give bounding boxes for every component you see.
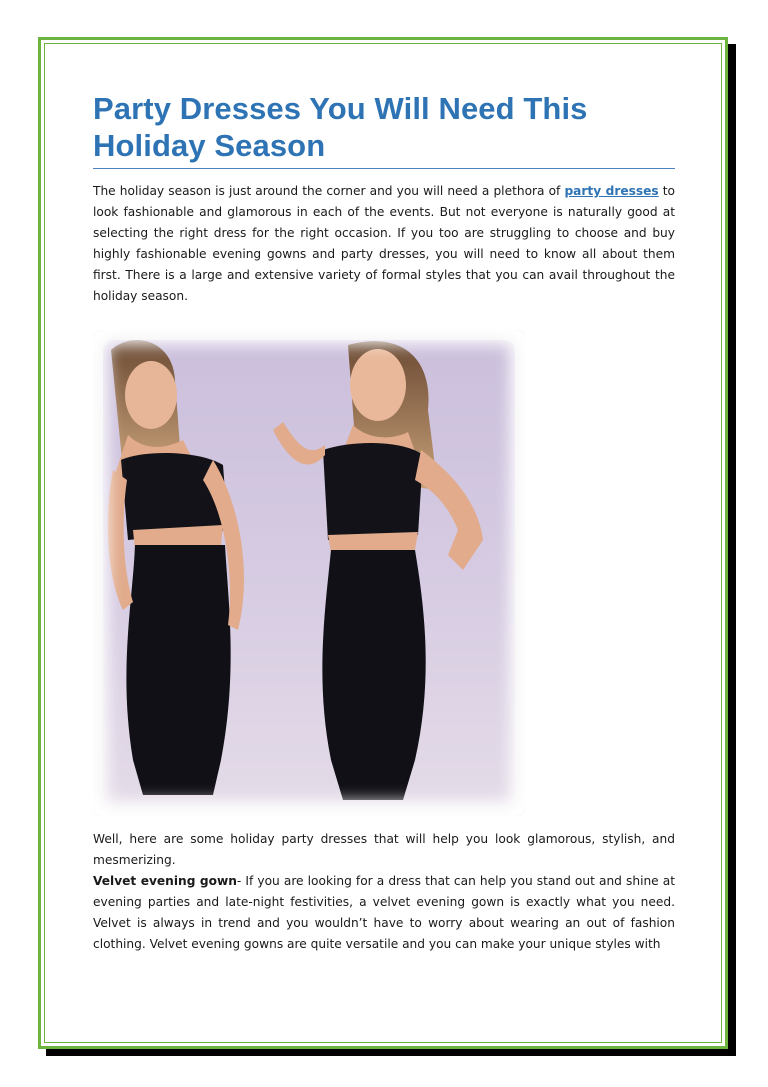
document-body — [93, 90, 675, 307]
dress-photo-image — [103, 340, 515, 806]
intro-text-start: The holiday season is just around the corner and you will need a plethora of — [93, 184, 565, 198]
velvet-gown-text: - If you are looking for a dress that can help you stand out and shine at evening parties and late-night festivities, a velvet evening gown is exactly what you need. Velvet is always in trend and you wouldn’t have to worry about wearing an out of fashion clothing. Velvet evening gowns are quite versatile and you can make your unique styles with — [93, 874, 676, 951]
paragraph-holiday-dresses: Well, here are some holiday party dresses that will help you look glamorous, stylish, and mesmerizing. — [93, 832, 675, 867]
intro-paragraph — [93, 181, 675, 307]
dress-photo — [93, 330, 525, 816]
paragraph-velvet-gown — [93, 871, 675, 955]
page-title: Party Dresses You Will Need This Holiday Season — [93, 91, 588, 163]
title-underline — [93, 168, 675, 169]
party-dresses-link[interactable]: party dresses — [564, 184, 659, 198]
velvet-gown-heading: Velvet evening gown — [93, 874, 237, 888]
intro-text-end: to look fashionable and glamorous in each of the events. But not everyone is naturally good at selecting the right dress for the right occasion. If you too are struggling to choose and buy highly fashionable evening gowns and party dresses, you will need to know all about them first. There is a large and extensive variety of formal styles that you can avail throughout the holiday season. — [93, 184, 675, 303]
